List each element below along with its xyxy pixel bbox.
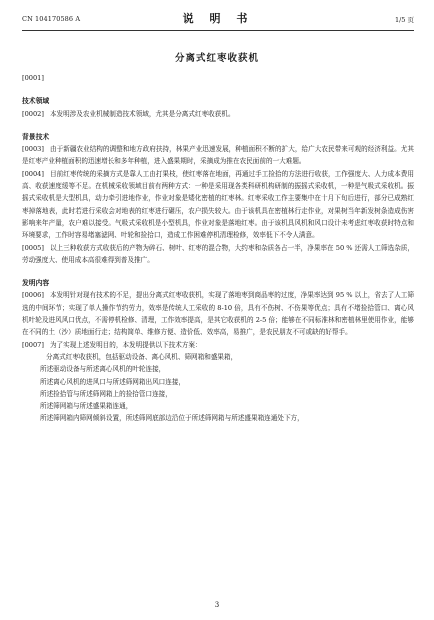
- page-number: 3: [214, 601, 220, 609]
- technical-solution-item: 所述筛网箱与所述盛果箱连通，: [40, 402, 133, 411]
- technical-solution-item: 所述离心风机的进风口与所述筛网箱出风口连接，: [40, 377, 186, 386]
- paragraph-code: [0001]: [22, 74, 44, 82]
- page-label: 1/5 页: [394, 16, 414, 24]
- paragraph-text: 本发明涉及农业机械制造技术领域，尤其是分离式红枣收获机。: [49, 109, 235, 118]
- paragraph-0004: [22, 168, 414, 242]
- section-heading-invention-content: 发明内容: [22, 279, 50, 288]
- paragraph-text: 由于新疆农业结构的调整和地方政府扶持，林果产业迅速发展，种植面积不断的扩大，给广大农民带来可观的经济利益。尤其是红枣产业种植面积的迅速增长和多年种植，进入盛果期时，采摘成为推在农民面前的一大难题。: [22, 145, 414, 166]
- paragraph-0005: [22, 242, 414, 267]
- document-title: 分离式红枣收获机: [174, 53, 259, 64]
- paragraph-0007: [22, 339, 414, 351]
- paragraph-0002: [22, 108, 414, 120]
- technical-solution-item: 分离式红枣收获机，包括驱动设备、离心风机、筛网箱和盛果箱，: [46, 352, 238, 361]
- document-number: CN 104170586 A: [22, 15, 81, 23]
- paragraph-code: [0003]: [22, 145, 44, 154]
- paragraph-code: [0005]: [22, 243, 44, 252]
- paragraph-text: 目前红枣传统的采摘方式是靠人工由打果枝，使红枣落在地面，再通过手工捡拾的方法进行收获，工作强度大、人力成本费用高、收获速度缓等不足。在机械采收领域目前有两种方式：一种是采用现各类科研机构研制的振摇式采收机，一种是气吸式采收机。振摇式采收机是大型机具，动力牵引进地作业，作业对象是矮化密植的红枣林。红枣采收工作主要集中在十月下旬后进行，部分已成熟红枣掉落地表，此时若进行采收会对地表的红枣进行碾压，农户损失较大。由于该机具在密植林行走作业，对果树当年新发树条造成伤害影响来年产量，农户难以接受。气吸式采收机是小型机具，作业对象是落地红枣。由于该机具风机和风口设计未考虑红枣收获时特点和环境要求，工作时容易堵塞滤网、叶轮和捡拾口，造成工作困难停机清理检修，效率低下不令人满意。: [22, 169, 414, 240]
- paragraph-code: [0002]: [22, 109, 44, 118]
- section-heading-technical-field: 技术领域: [22, 97, 50, 106]
- paragraph-0003: [22, 143, 414, 168]
- paragraph-code: [0006]: [22, 291, 44, 300]
- paragraph-text: 为了实现上述发明目的，本发明提供以下技术方案：: [49, 340, 202, 349]
- paragraph-code: [0004]: [22, 169, 44, 178]
- paragraph-0006: [22, 289, 414, 338]
- section-heading-background: 背景技术: [22, 132, 50, 141]
- document-type: 说 明 书: [182, 12, 254, 25]
- technical-solution-item: 所述驱动设备与所述离心风机的叶轮连接，: [40, 365, 166, 374]
- technical-solution-item: 所述捡拾管与所述筛网箱上的捡拾管口连接，: [40, 389, 172, 398]
- header-divider: [22, 30, 414, 31]
- document-body: [22, 72, 414, 425]
- technical-solution-item: 所述筛网箱内筛网倾斜设置，所述筛网底部边沿位于所述筛网箱与所述盛果箱连通处下方，: [40, 414, 304, 423]
- paragraph-text: 以上三种收获方式收获后的产物为碎石、树叶、红枣的混合物，大约枣和杂质各占一半，净果率在 50 % 还需人工筛选杂质，劳动强度大、使用成本高很难得到普及推广。: [22, 243, 414, 264]
- paragraph-code: [0007]: [22, 340, 44, 349]
- paragraph-0001: [22, 72, 414, 84]
- paragraph-text: 本发明针对现有技术的不足，提出分离式红枣收获机，实现了落地枣到商品枣的过度，净果率达到 95 % 以上，省去了人工筛选的中间环节；实现了单人操作节约劳力，效率是传统人工采收的 8-10 倍，具有不伤树、不伤果等优点；具有不堵捡拾管口、离心风机叶轮及进风风口优点，不需停机检修、清理，工作效率提高，是其它收获机的 2-5 倍；能够在不同标准林和密植林里使用作业，能够在不同的土（沙）质地面行走；结构简单、维修方便、造价低、效率高，易推广，是农民朋友不可或缺的好帮手。: [22, 291, 414, 337]
- page-header: [22, 8, 414, 28]
